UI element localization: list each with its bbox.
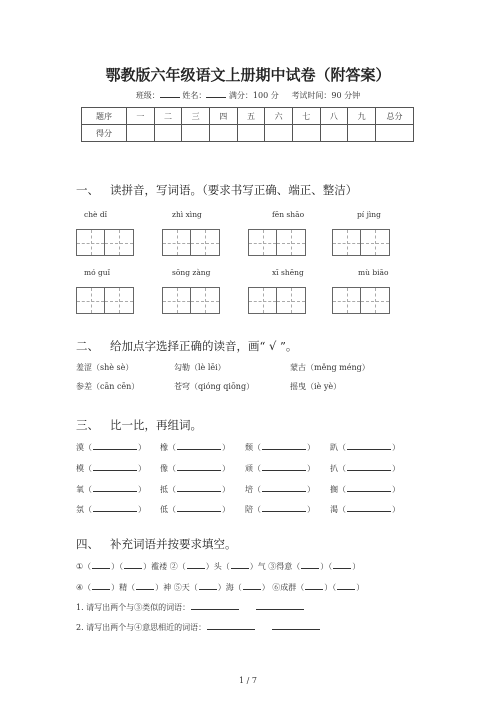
answer-blank[interactable] [262,484,306,492]
idiom-text: ） [356,583,365,592]
answer-blank[interactable] [333,561,351,569]
score-cell[interactable] [265,125,293,142]
score-cell[interactable] [127,125,155,142]
idiom-text: ）精（ [111,583,136,592]
compare-item[interactable]: 氧（ ） [76,485,146,494]
score-header-cell: 七 [292,108,320,125]
section4-number: 四、 [76,537,99,551]
idiom-text: ③得意（ [268,562,301,571]
score-header-cell: 题序 [82,108,127,125]
idiom-text: ⑤天（ [173,583,198,592]
answer-blank[interactable] [177,463,221,471]
answer-blank[interactable] [243,582,261,590]
pinyin-label: fēn shāo [272,210,305,219]
answer-blank[interactable] [347,463,391,471]
idiom-text: ）头（ [205,562,230,571]
compare-char: 抵 [160,485,168,494]
answer-blank[interactable] [301,561,319,569]
answer-blank[interactable] [272,622,320,630]
score-header-cell: 四 [209,108,237,125]
pronunciation-item[interactable]: 参差（cān cēn） [76,382,140,391]
idiom-line-2 [76,582,364,593]
section2-heading [76,338,297,354]
answer-blank[interactable] [93,442,137,450]
score-header-cell: 二 [154,108,182,125]
compare-item[interactable]: 趴（ ） [330,443,400,452]
writing-grid[interactable] [76,229,134,256]
name-label: 姓名： [182,91,207,100]
compare-char: 氧 [76,485,84,494]
answer-blank[interactable] [199,582,217,590]
score-cell[interactable] [376,125,414,142]
answer-blank[interactable] [92,561,110,569]
idiom-text: ⑥成群（ [272,583,305,592]
answer-blank[interactable] [305,582,323,590]
score-header-cell: 六 [265,108,293,125]
answer-blank[interactable] [347,484,391,492]
idiom-line-1 [76,561,360,572]
compare-char: 橡 [160,443,168,452]
pronunciation-item[interactable]: 羞涩（shè sè） [76,363,134,372]
writing-grid[interactable] [332,287,390,314]
answer-blank[interactable] [347,504,391,512]
answer-blank[interactable] [207,622,255,630]
compare-char: 漠 [76,443,84,452]
exam-time-label: 考试时间：90 分钟 [291,91,361,100]
score-cell[interactable] [292,125,320,142]
page-title: 鄂教版六年级语文上册期中试卷（附答案） [105,66,391,84]
score-cell[interactable] [209,125,237,142]
idiom-text: ）神 [155,583,172,592]
class-label: 班级： [135,91,160,100]
score-cell[interactable] [154,125,182,142]
writing-grid[interactable] [248,287,306,314]
answer-blank[interactable] [347,442,391,450]
score-header-cell: 总分 [376,108,414,125]
section1-heading [76,182,357,198]
page-number: 1 / 7 [239,676,257,685]
answer-blank[interactable] [177,504,221,512]
compare-char: 扒 [330,464,338,473]
compare-item[interactable]: 漠（ ） [76,443,146,452]
writing-grid[interactable] [248,229,306,256]
idiom-text: ）褴褛 [143,562,168,571]
writing-grid[interactable] [162,229,220,256]
pronunciation-item[interactable]: 勾勒（lè lēi） [174,363,226,372]
compare-char: 趴 [330,443,338,452]
section1-number: 一、 [76,183,99,197]
pronunciation-item[interactable]: 摇曳（iè yè） [290,382,342,391]
compare-item[interactable]: 培（ ） [245,485,315,494]
compare-char: 顽 [245,464,253,473]
compare-item[interactable]: 氛（ ） [76,505,146,514]
compare-item[interactable]: 模（ ） [76,464,146,473]
question-1 [76,602,305,613]
compare-char: 渴 [330,505,338,514]
compare-item[interactable]: 顽（ ） [245,464,315,473]
section2-title: 给加点字选择正确的读音，画“ √ ”。 [109,339,298,353]
compare-char: 氛 [76,505,84,514]
answer-blank[interactable] [231,561,249,569]
pinyin-label: xī shēng [272,268,304,277]
exam-info [0,89,496,101]
answer-blank[interactable] [191,602,239,610]
answer-blank[interactable] [136,582,154,590]
compare-item[interactable]: 橡（ ） [160,443,230,452]
section3-title: 比一比，再组词。 [109,418,202,432]
score-header-cell: 一 [127,108,155,125]
pinyin-label: chè dǐ [84,210,108,219]
answer-blank[interactable] [93,463,137,471]
answer-blank[interactable] [262,504,306,512]
writing-grid[interactable] [332,229,390,256]
answer-blank[interactable] [93,484,137,492]
idiom-text: ）海（ [217,583,242,592]
section4-title: 补充词语并按要求填空。 [109,537,237,551]
pinyin-label: mù biāo [358,268,389,277]
answer-blank[interactable] [177,484,221,492]
score-cell[interactable] [348,125,376,142]
pinyin-label: mó guǐ [84,268,111,277]
pronunciation-item[interactable]: 蒙古（měng méng） [290,363,370,372]
answer-blank[interactable] [256,602,304,610]
idiom-text: ④（ [76,583,92,592]
idiom-text: ）（ [320,562,333,571]
compare-item[interactable]: 像（ ） [160,464,230,473]
pinyin-label: pí jìng [357,210,381,219]
answer-blank[interactable] [124,561,142,569]
answer-blank[interactable] [92,582,110,590]
writing-grid[interactable] [162,287,220,314]
compare-char: 陪 [245,505,253,514]
full-score-label: 满分：100 分 [228,91,279,100]
name-blank [206,89,226,98]
score-cell[interactable] [320,125,348,142]
answer-blank[interactable] [187,561,205,569]
score-table [81,107,414,142]
compare-item[interactable]: 扒（ ） [330,464,400,473]
section4-heading [76,536,236,552]
idiom-text: ） [352,562,361,571]
compare-item[interactable]: 颓（ ） [245,443,315,452]
compare-char: 搁 [330,485,338,494]
writing-grid[interactable] [76,287,134,314]
pinyin-label: zhì xìng [172,210,202,219]
compare-item[interactable]: 搁（ ） [330,485,400,494]
question-2 [76,622,321,633]
compare-char: 颓 [245,443,253,452]
compare-char: 模 [76,464,84,473]
score-header-cell: 八 [320,108,348,125]
score-header-cell: 九 [348,108,376,125]
idiom-text: ） [261,583,270,592]
score-header-cell: 三 [182,108,210,125]
answer-blank[interactable] [262,463,306,471]
score-row-label: 得分 [82,125,127,142]
score-table-header-row [82,108,414,125]
compare-char: 像 [160,464,168,473]
section2-number: 二、 [76,339,99,353]
question-2-text: 2. 请写出两个与④意思相近的词语： [76,623,207,632]
pinyin-label: sōng zàng [172,268,211,277]
section3-heading [76,417,202,433]
answer-blank[interactable] [177,442,221,450]
score-header-cell: 五 [237,108,265,125]
answer-blank[interactable] [337,582,355,590]
answer-blank[interactable] [262,442,306,450]
question-1-text: 1. 请写出两个与③类似的词语： [76,603,191,612]
idiom-text: ）气 [249,562,266,571]
idiom-text: ①（ [76,562,92,571]
compare-item[interactable]: 抵（ ） [160,485,230,494]
section1-title: 读拼音，写词语。（要求书写正确、端正、整洁） [109,183,358,197]
compare-char: 培 [245,485,253,494]
score-cell[interactable] [182,125,210,142]
compare-char: 低 [160,505,168,514]
section3-number: 三、 [76,418,99,432]
idiom-text: ②（ [169,562,186,571]
compare-item[interactable]: 渴（ ） [330,505,400,514]
compare-item[interactable]: 低（ ） [160,505,230,514]
score-cell[interactable] [237,125,265,142]
idiom-text: ）（ [324,583,337,592]
pronunciation-item[interactable]: 苍穹（qióng qiōng） [174,382,255,391]
compare-item[interactable]: 陪（ ） [245,505,315,514]
score-table-score-row [82,125,414,142]
idiom-text: ）（ [111,562,124,571]
class-blank [160,89,180,98]
answer-blank[interactable] [93,504,137,512]
